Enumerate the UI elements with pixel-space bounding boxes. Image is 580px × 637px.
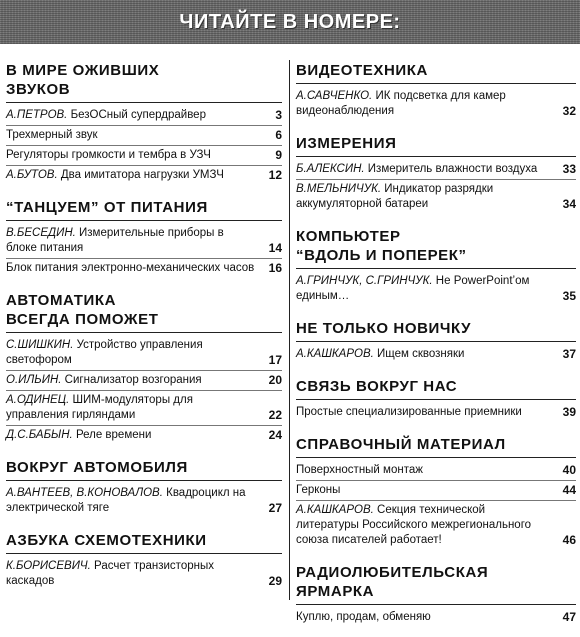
- entry-author: А.КАШКАРОВ.: [296, 348, 374, 360]
- entry-page-number: 32: [562, 104, 576, 118]
- section-title: [6, 528, 282, 554]
- toc-section: [296, 374, 576, 422]
- entry-title: Измерительные приборы в блоке питания: [6, 227, 224, 254]
- entry-title: ИК подсветка для камер видеонаблюдения: [296, 90, 506, 117]
- toc-entry[interactable]: [296, 501, 576, 550]
- entry-title: Блок питания электронно-механических часов: [6, 262, 255, 274]
- section-title: [296, 374, 576, 400]
- section-title-line: “ВДОЛЬ И ПОПЕРЕК”: [296, 247, 467, 264]
- entry-title: Сигнализатор возгорания: [61, 374, 202, 386]
- toc-entry[interactable]: [296, 87, 576, 121]
- entry-author: А.ПЕТРОВ.: [6, 109, 68, 121]
- entry-author: А.ГРИНЧУК, С.ГРИНЧУК.: [296, 275, 433, 287]
- toc-entry[interactable]: [6, 146, 282, 166]
- entry-title: Индикатор разрядки аккумуляторной батареи: [296, 183, 494, 210]
- entry-page-number: 47: [562, 610, 576, 624]
- toc-section: [296, 224, 576, 306]
- section-title-line: “ТАНЦУЕМ” ОТ ПИТАНИЯ: [6, 199, 208, 216]
- entry-text: [6, 226, 264, 256]
- entry-text: [6, 148, 264, 163]
- section-title-line: НЕ ТОЛЬКО НОВИЧКУ: [296, 320, 472, 337]
- toc-section: [296, 131, 576, 214]
- entry-author: А.БУТОВ.: [6, 169, 58, 181]
- entry-title: Поверхностный монтаж: [296, 464, 423, 476]
- entry-title: Ищем сквозняки: [373, 348, 465, 360]
- entry-text: [6, 261, 264, 276]
- entry-title: ШИМ-модуляторы для управления гирляндами: [6, 394, 193, 421]
- entry-page-number: 35: [562, 289, 576, 303]
- section-title-line: ЗВУКОВ: [6, 81, 71, 98]
- toc-entry[interactable]: [296, 180, 576, 214]
- toc-section: [296, 560, 576, 627]
- toc-section: [6, 195, 282, 278]
- toc-entry[interactable]: [296, 345, 576, 364]
- entry-text: [6, 168, 264, 183]
- section-title-line: РАДИОЛЮБИТЕЛЬСКАЯ: [296, 564, 489, 581]
- section-title: [6, 195, 282, 221]
- toc-section: [6, 455, 282, 518]
- entry-text: [296, 182, 558, 212]
- toc-section: [6, 58, 282, 185]
- toc-entry[interactable]: [6, 166, 282, 185]
- entry-page-number: 37: [562, 347, 576, 361]
- section-title: [6, 455, 282, 481]
- entry-page-number: 39: [562, 405, 576, 419]
- entry-text: [6, 373, 264, 388]
- entry-page-number: 29: [268, 574, 282, 588]
- entry-author: Д.С.БАБЫН.: [6, 429, 73, 441]
- toc-section: [296, 316, 576, 364]
- toc-entry[interactable]: [6, 106, 282, 126]
- entry-text: [6, 338, 264, 368]
- entry-text: [296, 483, 558, 498]
- entry-text: [6, 428, 264, 443]
- entry-title: Не PowerPoint’ом единым…: [296, 275, 530, 302]
- section-title-line: ЯРМАРКА: [296, 583, 375, 600]
- section-title: [296, 316, 576, 342]
- section-title: [6, 288, 282, 333]
- section-title-line: СПРАВОЧНЫЙ МАТЕРИАЛ: [296, 436, 506, 453]
- contents-banner: [0, 0, 580, 44]
- entry-author: А.САВЧЕНКО.: [296, 90, 373, 102]
- entry-text: [296, 347, 558, 362]
- toc-entry[interactable]: [6, 336, 282, 371]
- toc-entry[interactable]: [296, 481, 576, 501]
- entry-page-number: 40: [562, 463, 576, 477]
- entry-page-number: 3: [275, 108, 282, 122]
- entry-author: А.КАШКАРОВ.: [296, 504, 374, 516]
- section-title: [296, 224, 576, 269]
- toc-entry[interactable]: [6, 371, 282, 391]
- toc-entry[interactable]: [296, 272, 576, 306]
- toc-entry[interactable]: [6, 224, 282, 259]
- toc-section: [6, 528, 282, 591]
- toc-section: [6, 288, 282, 445]
- entry-text: [296, 162, 558, 177]
- entry-title: Два имитатора нагрузки УМЗЧ: [57, 169, 224, 181]
- toc-entry[interactable]: [6, 484, 282, 518]
- toc-entry[interactable]: [6, 391, 282, 426]
- toc-entry[interactable]: [6, 426, 282, 445]
- entry-text: [296, 610, 558, 625]
- entry-title: Измеритель влажности воздуха: [364, 163, 538, 175]
- entry-page-number: 44: [562, 483, 576, 497]
- entry-author: С.ШИШКИН.: [6, 339, 74, 351]
- section-title: [296, 432, 576, 458]
- section-title-line: ВСЕГДА ПОМОЖЕТ: [6, 311, 159, 328]
- section-title-line: КОМПЬЮТЕР: [296, 228, 401, 245]
- section-title: [296, 560, 576, 605]
- entry-text: [6, 108, 264, 123]
- entry-page-number: 33: [562, 162, 576, 176]
- entry-author: В.БЕСЕДИН.: [6, 227, 76, 239]
- entry-title: БезОСный супердрайвер: [67, 109, 206, 121]
- entry-author: А.ВАНТЕЕВ, В.КОНОВАЛОВ.: [6, 487, 163, 499]
- entry-text: [296, 89, 558, 119]
- entry-author: В.МЕЛЬНИЧУК.: [296, 183, 382, 195]
- entry-text: [296, 463, 558, 478]
- entry-text: [296, 274, 558, 304]
- toc-entry[interactable]: [296, 608, 576, 627]
- section-title: [296, 131, 576, 157]
- entry-title: Расчет транзисторных каскадов: [6, 560, 214, 587]
- entry-text: [6, 486, 264, 516]
- entry-page-number: 46: [562, 533, 576, 547]
- left-column: [6, 58, 282, 601]
- toc-entry[interactable]: [6, 557, 282, 591]
- section-title-line: АВТОМАТИКА: [6, 292, 117, 309]
- section-title-line: АЗБУКА СХЕМОТЕХНИКИ: [6, 532, 207, 549]
- toc-entry[interactable]: [296, 403, 576, 422]
- entry-page-number: 22: [268, 408, 282, 422]
- entry-text: [6, 559, 264, 589]
- entry-author: О.ИЛЬИН.: [6, 374, 62, 386]
- entry-title: Куплю, продам, обменяю: [296, 611, 431, 623]
- right-column: [296, 58, 576, 637]
- entry-title: Квадроцикл на электрической тяге: [6, 487, 246, 514]
- section-title: [296, 58, 576, 84]
- entry-page-number: 12: [268, 168, 282, 182]
- entry-text: [6, 393, 264, 423]
- toc-section: [296, 58, 576, 121]
- section-title-line: В МИРЕ ОЖИВШИХ: [6, 62, 160, 79]
- entry-text: [6, 128, 264, 143]
- toc-entry[interactable]: [6, 259, 282, 278]
- entry-text: [296, 503, 558, 548]
- section-title-line: ВОКРУГ АВТОМОБИЛЯ: [6, 459, 188, 476]
- banner-title: ЧИТАЙТЕ В НОМЕРЕ:: [179, 10, 401, 33]
- entry-page-number: 16: [268, 261, 282, 275]
- section-title: [6, 58, 282, 103]
- entry-title: Секция технической литературы Российского межрегионального союза писателей работает!: [296, 504, 532, 546]
- entry-author: Б.АЛЕКСИН.: [296, 163, 365, 175]
- entry-page-number: 9: [275, 148, 282, 162]
- section-title-line: СВЯЗЬ ВОКРУГ НАС: [296, 378, 458, 395]
- section-title-line: ИЗМЕРЕНИЯ: [296, 135, 397, 152]
- section-title-line: ВИДЕОТЕХНИКА: [296, 62, 428, 79]
- entry-page-number: 6: [275, 128, 282, 142]
- entry-title: Устройство управления светофором: [6, 339, 203, 366]
- entry-author: А.ОДИНЕЦ.: [6, 394, 70, 406]
- entry-page-number: 20: [268, 373, 282, 387]
- toc-entry[interactable]: [6, 126, 282, 146]
- entry-page-number: 34: [562, 197, 576, 211]
- entry-title: Герконы: [296, 484, 341, 496]
- entry-title: Реле времени: [72, 429, 152, 441]
- toc-entry[interactable]: [296, 461, 576, 481]
- entry-page-number: 14: [268, 241, 282, 255]
- entry-title: Трехмерный звук: [6, 129, 98, 141]
- entry-page-number: 17: [268, 353, 282, 367]
- entry-title: Простые специализированные приемники: [296, 406, 522, 418]
- entry-page-number: 27: [268, 501, 282, 515]
- entry-title: Регуляторы громкости и тембра в УЗЧ: [6, 149, 211, 161]
- entry-author: К.БОРИСЕВИЧ.: [6, 560, 91, 572]
- entry-page-number: 24: [268, 428, 282, 442]
- toc-entry[interactable]: [296, 160, 576, 180]
- entry-text: [296, 405, 558, 420]
- toc-section: [296, 432, 576, 550]
- column-divider: [289, 60, 290, 600]
